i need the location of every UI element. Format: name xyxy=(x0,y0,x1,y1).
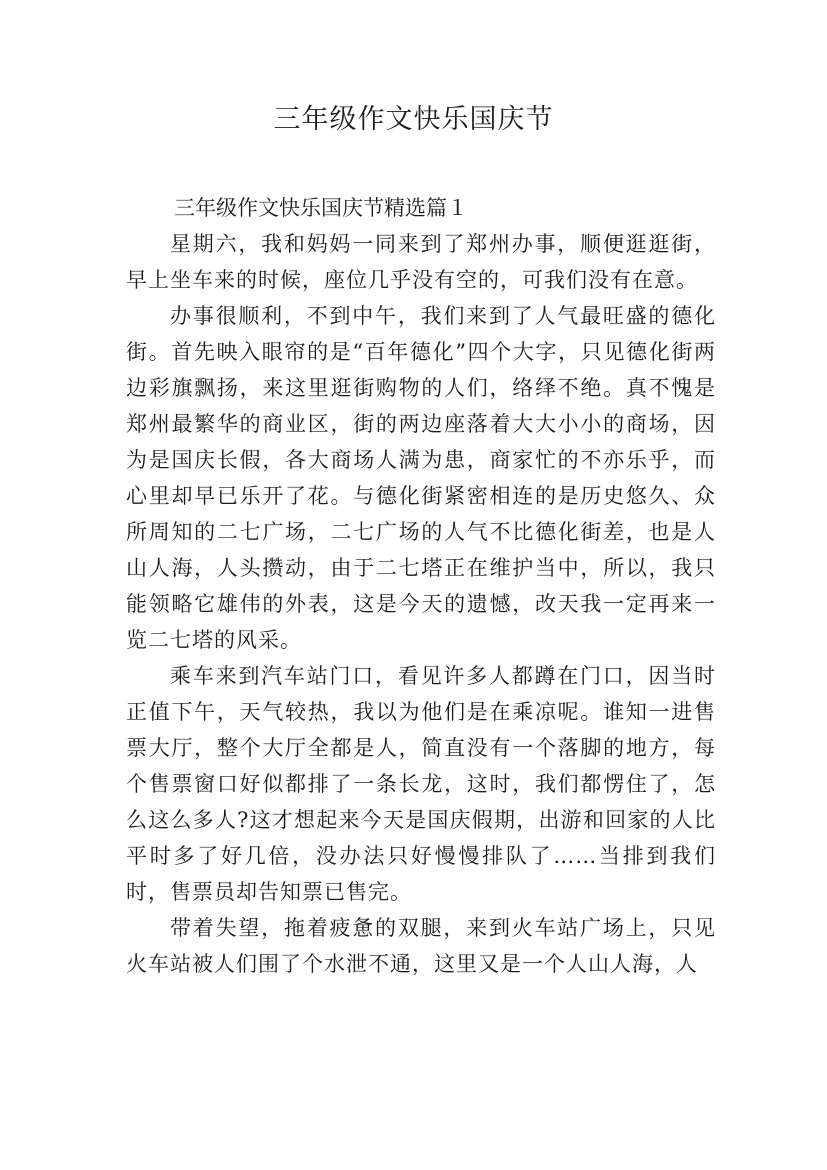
paragraph: 办事很顺利，不到中午，我们来到了人气最旺盛的德化街。首先映入眼帘的是“百年德化”四个大字，只见德化街两边彩旗飘扬，来这里逛街购物的人们，络绎不绝。真不愧是郑州最繁华的商业区，街的两边座落着大大小小的商场，因为是国庆长假，各大商场人满为患，商家忙的不亦乐乎，而心里却早已乐开了花。与德化街紧密相连的是历史悠久、众所周知的二七广场，二七广场的人气不比德化街差，也是人山人海，人头攒动，由于二七塔正在维护当中，所以，我只能领略它雄伟的外表，这是今天的遗憾，改天我一定再来一览二七塔的风采。 xyxy=(126,304,716,652)
paragraph: 带着失望，拖着疲惫的双腿，来到火车站广场上，只见火车站被人们围了个水泄不通，这里又是一个人山人海，人 xyxy=(126,916,716,976)
document-title: 三年级作文快乐国庆节 xyxy=(273,104,554,135)
paragraph: 星期六，我和妈妈一同来到了郑州办事，顺便逛逛街，早上坐车来的时候，座位几乎没有空的，可我们没有在意。 xyxy=(126,232,716,292)
document-body xyxy=(126,190,716,982)
paragraph: 乘车来到汽车站门口，看见许多人都蹲在门口，因当时正值下午，天气较热，我以为他们是在乘凉呢。谁知一进售票大厅，整个大厅全都是人，简直没有一个落脚的地方，每个售票窗口好似都排了一条长龙，这时，我们都愣住了，怎么这么多人?这才想起来今天是国庆假期，出游和回家的人比平时多了好几倍，没办法只好慢慢排队了……当排到我们时，售票员却告知票已售完。 xyxy=(126,664,716,904)
section-subtitle: 三年级作文快乐国庆节精选篇１ xyxy=(174,196,468,220)
